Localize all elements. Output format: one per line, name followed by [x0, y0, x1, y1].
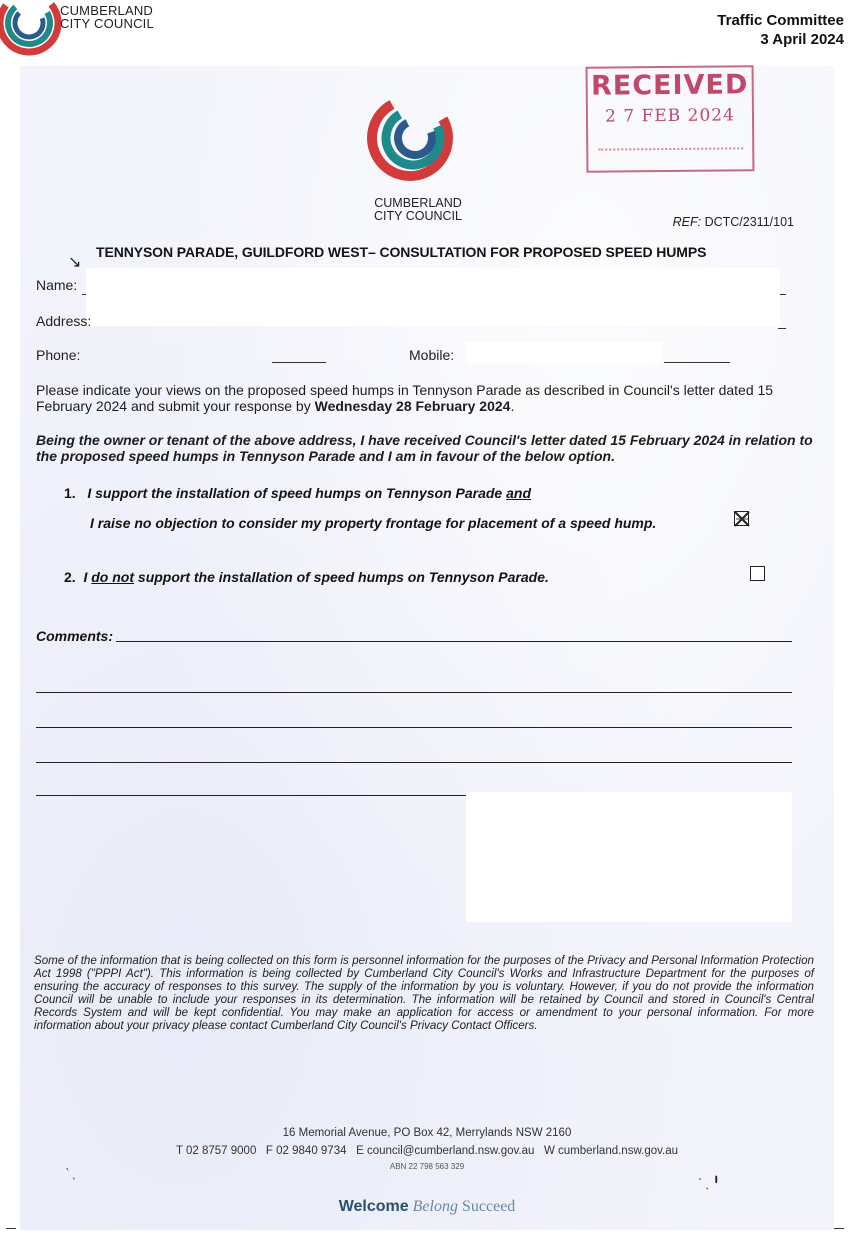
privacy-notice: Some of the information that is being collected on this form is personnel information for the purposes of the Privacy and Personal Information Protection Act 1998 ("PPPI Act"). This information is being collected by Cumberland City Council's Works and Infrastructure Department for the purposes of ensuring the accuracy of responses to this survey. The supply of the information by you is voluntary. However, if you do not provide the information Council will be unable to include your responses in its determination. The information will be retained by Council and stored in Council's Central Records System and will be kept confidential. You may make an application for access or amendment to your personal information. For more information about your privacy please contact Cumberland City Council's Privacy Contact Officers.	[34, 954, 814, 1032]
comments-line-4	[36, 762, 792, 763]
comments-line-2	[36, 692, 792, 693]
ref-value: DCTC/2311/101	[704, 215, 794, 229]
owner-statement: Being the owner or tenant of the above address, I have received Council's letter dated 15 February 2024 in relation to the proposed speed humps in Tennyson Parade and I am in favour of the below option.	[36, 432, 813, 464]
comments-line-5	[36, 795, 466, 796]
redacted-area	[86, 268, 780, 326]
stamp-date: 2 7 FEB 2024	[604, 105, 735, 127]
header-council-logo	[0, 0, 170, 52]
letter-title: TENNYSON PARADE, GUILDFORD WEST– CONSULTATION FOR PROPOSED SPEED HUMPS	[96, 244, 707, 260]
scan-speck: ↘	[68, 254, 82, 271]
checkmark-x-icon	[734, 511, 750, 527]
ref-label: REF:	[672, 215, 702, 229]
intro-paragraph	[36, 382, 816, 414]
option-2-checkbox[interactable]	[750, 566, 765, 581]
scanned-letter	[20, 66, 834, 1230]
option-2-pre: I	[83, 569, 88, 585]
option-2-text: support the installation of speed humps on Tennyson Parade.	[137, 569, 549, 585]
comments-label: Comments:	[36, 628, 114, 644]
scan-speck: ‵ ˎ	[66, 1166, 77, 1180]
reference	[673, 215, 794, 229]
intro-end: .	[510, 398, 515, 414]
header-logo-line2: CITY COUNCIL	[60, 16, 154, 31]
mobile-label: Mobile:	[409, 347, 455, 363]
option-2-do-not: do not	[91, 569, 135, 585]
header-logo-line1: CUMBERLAND	[60, 3, 154, 18]
stamp-dots	[598, 147, 743, 158]
footer-abn: ABN 22 798 563 329	[389, 1162, 465, 1171]
redacted-area	[466, 792, 792, 922]
option-1-text: I support the installation of speed humps on Tennyson Parade	[87, 485, 503, 501]
footer-tagline	[20, 1198, 834, 1216]
option-2	[64, 569, 549, 585]
option-1-and: and	[506, 485, 531, 501]
received-stamp	[586, 65, 755, 172]
option-1-line1	[64, 485, 531, 501]
phone-label: Phone:	[36, 347, 81, 363]
mobile-line	[664, 362, 730, 363]
name-label: Name:	[36, 277, 78, 293]
letter-council-logo	[358, 80, 478, 223]
address-label: Address:	[36, 313, 92, 329]
tagline-belong: Belong	[412, 1198, 458, 1215]
council-logo-icon	[0, 0, 64, 58]
comments-line-3	[36, 727, 792, 728]
phone-line	[272, 362, 326, 363]
footer-address: 16 Memorial Avenue, PO Box 42, Merrylands NSW 2160	[282, 1127, 572, 1139]
meeting-date: 3 April 2024	[760, 31, 844, 48]
tagline-welcome: Welcome	[338, 1198, 409, 1215]
letter-logo-line1: CUMBERLAND	[374, 196, 462, 210]
intro-deadline: Wednesday 28 February 2024	[314, 398, 511, 414]
stamp-word: RECEIVED	[590, 69, 749, 102]
scan-speck: ˋ ˎ ╹	[698, 1176, 720, 1190]
page-edge-mark	[834, 1228, 844, 1229]
redacted-area	[466, 342, 662, 364]
footer-contacts: T 02 8757 9000 F 02 9840 9734 E council@cumberland.nsw.gov.au W cumberland.nsw.gov.au	[175, 1145, 678, 1157]
council-logo-icon	[358, 80, 478, 192]
option-1-checkbox[interactable]	[734, 511, 749, 526]
address-line	[778, 328, 786, 329]
intro-text: Please indicate your views on the proposed speed humps in Tennyson Parade as described in Council's letter dated 15 February 2024 and submit your response by	[36, 382, 774, 414]
tagline-succeed: Succeed	[461, 1198, 516, 1215]
comments-line-1	[116, 641, 792, 642]
option-1-number: 1.	[64, 485, 76, 501]
meeting-info	[717, 11, 844, 49]
committee-name: Traffic Committee	[717, 12, 844, 29]
option-2-number: 2.	[64, 569, 76, 585]
option-1-line2: I raise no objection to consider my property frontage for placement of a speed hump.	[90, 515, 657, 531]
letter-logo-line2: CITY COUNCIL	[374, 209, 462, 223]
page-edge-mark	[6, 1228, 16, 1229]
